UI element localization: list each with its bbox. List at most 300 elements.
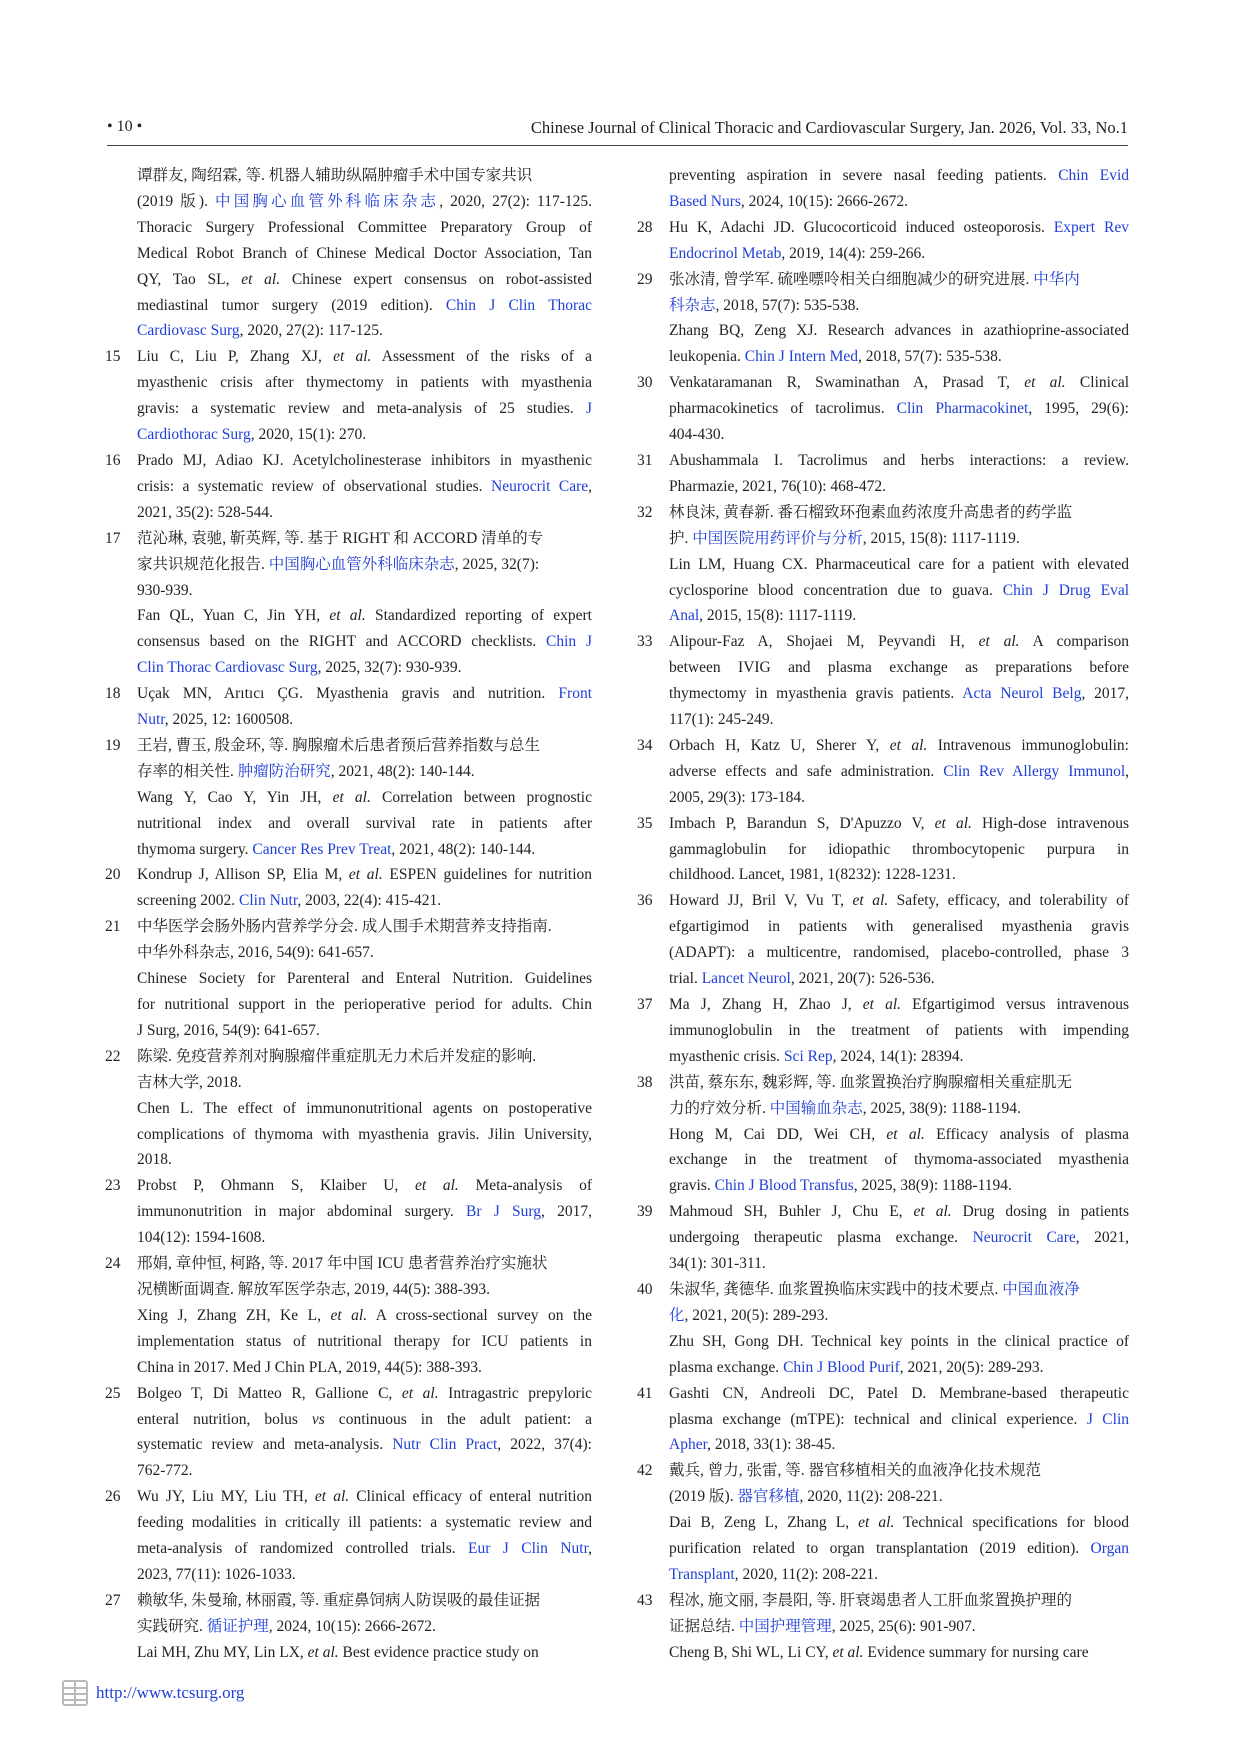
reference-line: [669, 1614, 1129, 1640]
citation-text: 实践研究.: [137, 1617, 207, 1635]
citation-text: cyclosporine blood concentration due to guava.: [669, 581, 1003, 599]
reference-line: [669, 1407, 1129, 1433]
journal-link[interactable]: 中国护理管理: [738, 1617, 832, 1635]
citation-text: 谭群友, 陶绍霖, 等. 机器人辅助纵隔肿瘤手术中国专家共识: [137, 167, 533, 184]
reference-line: [669, 267, 1129, 293]
italic-text: et al.: [348, 866, 383, 884]
reference-line: [137, 1407, 592, 1433]
reference-entry: [107, 1588, 592, 1666]
reference-line: [137, 603, 592, 629]
citation-text: 2021, 35(2): 528-544.: [137, 503, 274, 521]
italic-text: et al.: [978, 633, 1020, 651]
citation-text: Pharmazie, 2021, 76(10): 468-472.: [669, 477, 886, 495]
citation-text: China in 2017. Med J Chin PLA, 2019, 44(5): 388-393.: [137, 1358, 482, 1376]
reference-number: 36: [637, 892, 653, 910]
citation-text: feeding modalities in critically ill patients: a systematic review and: [137, 1514, 592, 1532]
citation-text: 2005, 29(3): 173-184.: [669, 788, 806, 806]
reference-line: [137, 655, 592, 681]
reference-number: 38: [637, 1073, 653, 1091]
citation-text: 戴兵, 曾力, 张雷, 等. 器官移植相关的血液净化技术规范: [669, 1462, 1042, 1480]
citation-text: immunonutrition in major abdominal surgery.: [137, 1203, 466, 1221]
citation-text: leukopenia.: [669, 348, 745, 366]
citation-text: 王岩, 曹玉, 殷金环, 等. 胸腺瘤术后患者预后营养指数与总生: [137, 736, 541, 754]
journal-link[interactable]: Expert Rev: [1053, 218, 1129, 236]
citation-text: Kondrup J, Allison SP, Elia M,: [137, 866, 349, 884]
reference-line: [137, 1562, 592, 1588]
citation-text: nutritional index and overall survival rate in patients after: [137, 814, 592, 832]
reference-line: [137, 1640, 592, 1666]
reference-line: [669, 629, 1129, 655]
reference-line: [137, 215, 592, 241]
citation-text: , 2018, 57(7): 535-538.: [715, 296, 860, 314]
journal-link[interactable]: Front: [558, 685, 592, 703]
citation-text: Wang Y, Cao Y, Yin JH,: [137, 788, 333, 806]
citation-text: , 2015, 15(8): 1117-1119.: [862, 529, 1020, 547]
reference-line: [137, 629, 592, 655]
reference-line: [137, 1251, 592, 1277]
reference-entry: [107, 163, 592, 344]
reference-line: [669, 707, 1129, 733]
reference-line: [669, 785, 1129, 811]
reference-entry: [639, 888, 1129, 992]
journal-link[interactable]: Cancer Res Prev Treat: [252, 840, 392, 858]
italic-text: vs: [311, 1410, 325, 1428]
citation-text: 2023, 77(11): 1026-1033.: [137, 1565, 296, 1583]
citation-text: , 2020, 27(2): 117-125.: [439, 192, 593, 210]
citation-text: Fan QL, Yuan C, Jin YH,: [137, 607, 330, 625]
journal-link[interactable]: Chin J Blood Purif: [783, 1358, 900, 1376]
reference-line: [669, 1458, 1129, 1484]
reference-number: 39: [637, 1203, 653, 1221]
citation-text: Thoracic Surgery Professional Committee Preparatory Group of: [137, 218, 592, 236]
journal-link[interactable]: Clin Nutr: [239, 892, 298, 910]
reference-entry: [639, 629, 1129, 733]
citation-text: Orbach H, Katz U, Sherer Y,: [669, 736, 890, 754]
journal-link[interactable]: 中华内: [1033, 270, 1080, 288]
italic-text: et al.: [333, 348, 372, 366]
reference-entry: [107, 1173, 592, 1251]
italic-text: et al.: [889, 736, 928, 754]
reference-line: [669, 215, 1129, 241]
reference-line: [669, 293, 1129, 319]
citation-text: J Surg, 2016, 54(9): 641-657.: [137, 1021, 320, 1039]
journal-link[interactable]: J: [585, 400, 592, 418]
citation-text: (2019 版).: [137, 192, 216, 210]
journal-link[interactable]: Apher: [669, 1436, 708, 1454]
journal-link[interactable]: Lancet Neurol: [701, 970, 791, 988]
reference-line: [669, 1329, 1129, 1355]
citation-text: Intravenous immunoglobulin:: [927, 736, 1129, 754]
citation-text: 34(1): 301-311.: [669, 1255, 766, 1273]
reference-number: 41: [637, 1384, 653, 1402]
reference-line: [137, 241, 592, 267]
reference-line: [137, 1614, 592, 1640]
reference-line: [137, 837, 592, 863]
reference-line: [137, 370, 592, 396]
journal-link[interactable]: Chin J: [546, 633, 592, 651]
reference-line: [137, 1044, 592, 1070]
citation-text: , 2020, 15(1): 270.: [250, 426, 367, 444]
reference-line: [137, 707, 592, 733]
citation-text: ,: [1125, 762, 1129, 780]
reference-line: [669, 396, 1129, 422]
journal-link[interactable]: Chin J Clin Thorac: [445, 296, 592, 314]
citation-text: , 2018, 33(1): 38-45.: [707, 1436, 836, 1454]
citation-text: Safety, efficacy, and tolerability of: [888, 892, 1129, 910]
journal-link[interactable]: Nutr: [137, 711, 165, 729]
reference-number: 29: [637, 270, 653, 288]
reference-line: [137, 500, 592, 526]
reference-line: [137, 318, 592, 344]
citation-text: gravis.: [669, 1177, 715, 1195]
italic-text: et al.: [934, 814, 972, 832]
references-left-column: [107, 163, 592, 1666]
italic-text: et al.: [862, 996, 902, 1013]
reference-entry: [639, 267, 1129, 371]
journal-link[interactable]: 化: [669, 1306, 685, 1324]
reference-line: [137, 1355, 592, 1381]
journal-link[interactable]: Acta Neurol Belg: [962, 685, 1082, 703]
reference-entry: [639, 1588, 1129, 1666]
reference-number: 28: [637, 218, 653, 236]
journal-link[interactable]: 中国胸心血管外科临床杂志: [268, 555, 455, 573]
journal-link[interactable]: Cardiothorac Surg: [137, 426, 251, 444]
reference-line: [669, 681, 1129, 707]
reference-line: [669, 1173, 1129, 1199]
italic-text: et al.: [852, 892, 889, 910]
reference-line: [669, 966, 1129, 992]
journal-link[interactable]: Neurocrit Care: [491, 477, 589, 495]
journal-link[interactable]: 循证护理: [206, 1617, 269, 1635]
reference-line: [137, 189, 592, 215]
reference-entry: [107, 681, 592, 733]
reference-entry: [107, 1044, 592, 1174]
reference-number: 42: [637, 1462, 653, 1480]
reference-number: 25: [105, 1384, 121, 1402]
page-footer: [60, 1678, 244, 1708]
reference-line: [137, 1484, 592, 1510]
citation-text: preventing aspiration in severe nasal feeding patients.: [669, 167, 1059, 184]
reference-line: [669, 1044, 1129, 1070]
header-divider: [107, 145, 1128, 146]
citation-text: 朱淑华, 龚德华. 血浆置换临床实践中的技术要点.: [669, 1280, 1003, 1298]
reference-number: 32: [637, 503, 653, 521]
citation-text: , 2021,: [1075, 1229, 1130, 1247]
reference-line: [669, 1510, 1129, 1536]
citation-text: 证据总结.: [669, 1617, 739, 1635]
journal-link[interactable]: 中国输血杂志: [769, 1099, 863, 1117]
references-right-column: [639, 163, 1129, 1666]
citation-text: Drug dosing in patients: [951, 1203, 1129, 1221]
reference-line: [137, 163, 592, 189]
reference-entry: [639, 1381, 1129, 1459]
citation-text: consensus based on the RIGHT and ACCORD checklists.: [137, 633, 547, 651]
journal-url-link[interactable]: http://www.tcsurg.org: [96, 1683, 245, 1702]
citation-text: Uçak MN, Arıtıcı ÇG. Myasthenia gravis and nutrition.: [137, 685, 559, 703]
reference-line: [669, 318, 1129, 344]
citation-text: , 2021, 20(5): 289-293.: [899, 1358, 1044, 1376]
citation-text: pharmacokinetics of tacrolimus.: [669, 400, 897, 418]
journal-link[interactable]: 中国医院用药评价与分析: [692, 529, 863, 547]
reference-line: [137, 578, 592, 604]
reference-line: [669, 1588, 1129, 1614]
reference-number: 27: [105, 1591, 121, 1609]
citation-text: Chinese expert consensus on robot-assisted: [280, 270, 592, 288]
reference-line: [137, 1070, 592, 1096]
citation-text: gammaglobulin for idiopathic thrombocytopenic purpura in: [669, 840, 1129, 858]
citation-text: Hong M, Cai DD, Wei CH,: [669, 1125, 887, 1143]
reference-number: 31: [637, 451, 653, 469]
reference-line: [137, 526, 592, 552]
citation-text: , 2024, 14(1): 28394.: [832, 1047, 964, 1065]
citation-text: plasma exchange (mTPE): technical and clinical experience.: [669, 1410, 1087, 1428]
italic-text: et al.: [330, 1306, 368, 1324]
journal-logo-icon: [60, 1678, 90, 1708]
journal-link[interactable]: 中国血液净: [1002, 1280, 1080, 1298]
citation-text: Howard JJ, Bril V, Vu T,: [669, 892, 853, 910]
reference-entry: [107, 1484, 592, 1588]
citation-text: Imbach P, Barandun S, D'Apuzzo V,: [669, 814, 935, 832]
citation-text: Zhu SH, Gong DH. Technical key points in the clinical practice of: [669, 1332, 1129, 1350]
citation-text: 930-939.: [137, 581, 193, 599]
citation-text: between IVIG and plasma exchange as preparations before: [669, 659, 1129, 677]
citation-text: , 2025, 32(7):: [454, 555, 540, 573]
citation-text: (2019 版).: [669, 1488, 738, 1506]
reference-entry: [107, 344, 592, 448]
page-number: • 10 •: [107, 118, 143, 135]
reference-number: 33: [637, 633, 653, 651]
journal-link[interactable]: 中国胸心血管外科临床杂志: [215, 192, 440, 210]
citation-text: continuous in the adult patient: a: [324, 1410, 593, 1428]
journal-link[interactable]: 器官移植: [737, 1488, 800, 1506]
journal-link[interactable]: Based Nurs: [669, 192, 741, 210]
reference-number: 16: [105, 451, 121, 469]
reference-line: [669, 1199, 1129, 1225]
citation-text: Lin LM, Huang CX. Pharmaceutical care for a patient with elevated: [669, 555, 1129, 573]
journal-link[interactable]: Clin Rev Allergy Immunol: [943, 762, 1126, 780]
citation-text: 程冰, 施文丽, 李晨阳, 等. 肝衰竭患者人工肝血浆置换护理的: [669, 1591, 1073, 1609]
reference-entry: [639, 811, 1129, 889]
reference-line: [669, 189, 1129, 215]
reference-line: [669, 1018, 1129, 1044]
reference-entry: [107, 733, 592, 863]
reference-line: [137, 293, 592, 319]
citation-text: 吉林大学, 2018.: [137, 1073, 242, 1091]
reference-line: [669, 1147, 1129, 1173]
reference-number: 21: [105, 918, 121, 936]
reference-line: [137, 759, 592, 785]
reference-line: [137, 1173, 592, 1199]
citation-text: , 2021, 48(2): 140-144.: [391, 840, 536, 858]
citation-text: 护.: [669, 529, 693, 547]
citation-text: complications of thymoma with myasthenia gravis. Jilin University,: [137, 1125, 592, 1143]
reference-line: [669, 1122, 1129, 1148]
journal-link[interactable]: J Clin: [1086, 1410, 1130, 1428]
citation-text: ESPEN guidelines for nutrition: [382, 866, 593, 884]
reference-line: [669, 474, 1129, 500]
reference-number: 24: [105, 1255, 121, 1273]
reference-line: [669, 914, 1129, 940]
reference-line: [669, 241, 1129, 267]
citation-text: Standardized reporting of expert: [365, 607, 592, 625]
reference-line: [137, 267, 592, 293]
journal-link[interactable]: Clin Pharmacokinet: [896, 400, 1029, 418]
reference-line: [137, 552, 592, 578]
reference-line: [137, 1096, 592, 1122]
citation-text: Dai B, Zeng L, Zhang L,: [669, 1514, 859, 1532]
reference-line: [669, 862, 1129, 888]
citation-text: , 2003, 22(4): 415-421.: [297, 892, 442, 910]
citation-text: , 2015, 15(8): 1117-1119.: [699, 607, 857, 625]
citation-text: enteral nutrition, bolus: [137, 1410, 312, 1428]
journal-link[interactable]: Br J Surg: [465, 1203, 541, 1221]
citation-text: , 2022, 37(4):: [497, 1436, 592, 1454]
reference-entry: [639, 500, 1129, 630]
journal-link[interactable]: Neurocrit Care: [972, 1229, 1076, 1247]
citation-text: efgartigimod in patients with generalised myasthenia gravis: [669, 918, 1129, 936]
citation-text: , 2017,: [1081, 685, 1130, 703]
journal-link[interactable]: Anal: [669, 607, 700, 625]
italic-text: et al.: [886, 1125, 925, 1143]
reference-entry: [107, 448, 592, 526]
reference-number: 43: [637, 1591, 653, 1609]
reference-line: [669, 1484, 1129, 1510]
reference-line: [137, 733, 592, 759]
journal-link[interactable]: Sci Rep: [783, 1047, 833, 1065]
reference-line: [669, 1355, 1129, 1381]
reference-line: [669, 448, 1129, 474]
citation-text: Intragastric prepyloric: [438, 1384, 593, 1402]
citation-text: , 1995, 29(6):: [1028, 400, 1129, 418]
citation-text: Cheng B, Shi WL, Li CY,: [669, 1643, 833, 1661]
reference-line: [669, 992, 1129, 1018]
journal-link[interactable]: Organ: [1090, 1540, 1129, 1558]
italic-text: et al.: [913, 1203, 952, 1221]
journal-link[interactable]: Nutr Clin Pract: [392, 1436, 498, 1454]
journal-link[interactable]: Cardiovasc Surg: [137, 322, 240, 340]
citation-text: Liu C, Liu P, Zhang XJ,: [137, 348, 334, 366]
citation-text: 中华医学会肠外肠内营养学分会. 成人围手术期营养支持指南.: [137, 918, 552, 936]
citation-text: gravis: a systematic review and meta-analysis of 25 studies.: [137, 400, 586, 418]
citation-text: , 2017,: [541, 1203, 592, 1221]
citation-text: , 2024, 10(15): 2666-2672.: [740, 192, 908, 210]
citation-text: Bolgeo T, Di Matteo R, Gallione C,: [137, 1384, 402, 1402]
citation-text: myasthenic crisis after thymectomy in patients with myasthenia: [137, 374, 592, 392]
citation-text: mediastinal tumor surgery (2019 edition).: [137, 296, 446, 314]
reference-line: [669, 655, 1129, 681]
citation-text: 范沁琳, 袁驰, 靳英辉, 等. 基于 RIGHT 和 ACCORD 清单的专: [137, 529, 544, 547]
journal-link[interactable]: Eur J Clin Nutr: [468, 1540, 589, 1558]
citation-text: ,: [588, 1540, 592, 1558]
reference-line: [137, 1018, 592, 1044]
reference-line: [137, 344, 592, 370]
journal-link[interactable]: Clin Thorac Cardiovasc Surg: [137, 659, 318, 677]
journal-link[interactable]: Endocrinol Metab: [669, 244, 782, 262]
citation-text: 家共识规范化报告.: [137, 555, 269, 573]
citation-text: , 2021, 20(7): 526-536.: [790, 970, 935, 988]
reference-entry: [639, 448, 1129, 500]
reference-line: [669, 1070, 1129, 1096]
citation-text: , 2020, 27(2): 117-125.: [239, 322, 383, 340]
reference-number: 15: [105, 348, 121, 366]
citation-text: Zhang BQ, Zeng XJ. Research advances in azathioprine-associated: [669, 322, 1129, 340]
reference-line: [669, 940, 1129, 966]
citation-text: implementation status of nutritional therapy for ICU patients in: [137, 1332, 592, 1350]
reference-number: 26: [105, 1488, 121, 1506]
citation-text: 况横断面调查. 解放军医学杂志, 2019, 44(5): 388-393.: [137, 1280, 491, 1298]
citation-text: A comparison: [1019, 633, 1129, 651]
reference-line: [669, 811, 1129, 837]
reference-line: [669, 1303, 1129, 1329]
reference-line: [137, 1303, 592, 1329]
journal-link[interactable]: Chin J Drug Eval: [1002, 581, 1129, 599]
reference-number: 17: [105, 529, 121, 547]
reference-line: [137, 1432, 592, 1458]
reference-number: 35: [637, 814, 653, 832]
citation-text: 张冰清, 曾学军. 硫唑嘌呤相关白细胞减少的研究进展.: [669, 270, 1034, 288]
citation-text: ,: [588, 477, 592, 495]
reference-entry: [639, 215, 1129, 267]
citation-text: adverse effects and safe administration.: [669, 762, 944, 780]
citation-text: systematic review and meta-analysis.: [137, 1436, 393, 1454]
reference-number: 19: [105, 736, 121, 754]
journal-link[interactable]: 科杂志: [669, 296, 716, 314]
reference-entry: [107, 1251, 592, 1381]
reference-line: [669, 1251, 1129, 1277]
citation-text: , 2020, 11(2): 208-221.: [734, 1565, 878, 1583]
citation-text: undergoing therapeutic plasma exchange.: [669, 1229, 973, 1247]
reference-line: [669, 1277, 1129, 1303]
citation-text: A cross-sectional survey on the: [367, 1306, 592, 1324]
citation-text: Lai MH, Zhu MY, Lin LX,: [137, 1643, 308, 1661]
citation-text: Efgartigimod versus intravenous: [901, 996, 1129, 1013]
citation-text: Technical specifications for blood: [894, 1514, 1130, 1532]
journal-link[interactable]: Chin J Blood Transfus: [714, 1177, 854, 1195]
reference-entry: [639, 1070, 1129, 1200]
citation-text: Xing J, Zhang ZH, Ke L,: [137, 1306, 331, 1324]
reference-line: [137, 1225, 592, 1251]
citation-text: Chen L. The effect of immunonutritional agents on postoperative: [137, 1099, 592, 1117]
journal-link[interactable]: Transplant: [669, 1565, 735, 1583]
reference-line: [669, 1562, 1129, 1588]
citation-text: 赖敏华, 朱曼瑜, 林丽霞, 等. 重症鼻饲病人防误吸的最佳证据: [137, 1591, 541, 1609]
citation-text: , 2024, 10(15): 2666-2672.: [268, 1617, 436, 1635]
citation-text: trial.: [669, 970, 702, 988]
citation-text: Chinese Society for Parenteral and Enteral Nutrition. Guidelines: [137, 970, 592, 988]
italic-text: et al.: [332, 788, 371, 806]
journal-link[interactable]: Chin Evid: [1058, 167, 1129, 184]
reference-number: 22: [105, 1047, 121, 1065]
reference-line: [137, 474, 592, 500]
citation-text: childhood. Lancet, 1981, 1(8232): 1228-1231.: [669, 866, 956, 884]
citation-text: , 2025, 25(6): 901-907.: [831, 1617, 976, 1635]
citation-text: exchange in the treatment of thymoma-associated myasthenia: [669, 1151, 1129, 1169]
reference-line: [669, 1432, 1129, 1458]
italic-text: et al.: [401, 1384, 439, 1402]
citation-text: Probst P, Ohmann S, Klaiber U,: [137, 1177, 415, 1195]
citation-text: 陈梁. 免疫营养剂对胸腺瘤伴重症肌无力术后并发症的影响.: [137, 1047, 537, 1065]
reference-entry: [639, 1199, 1129, 1277]
citation-text: Clinical: [1065, 374, 1130, 392]
citation-text: , 2018, 57(7): 535-538.: [858, 348, 1002, 366]
citation-text: Evidence summary for nursing care: [863, 1643, 1089, 1661]
citation-text: Gashti CN, Andreoli DC, Patel D. Membrane-based therapeutic: [669, 1384, 1129, 1402]
journal-link[interactable]: Chin J Intern Med: [744, 348, 858, 366]
reference-line: [669, 1536, 1129, 1562]
journal-link[interactable]: 肿瘤防治研究: [237, 762, 331, 780]
citation-text: Assessment of the risks of a: [371, 348, 592, 366]
reference-number: 37: [637, 996, 653, 1013]
